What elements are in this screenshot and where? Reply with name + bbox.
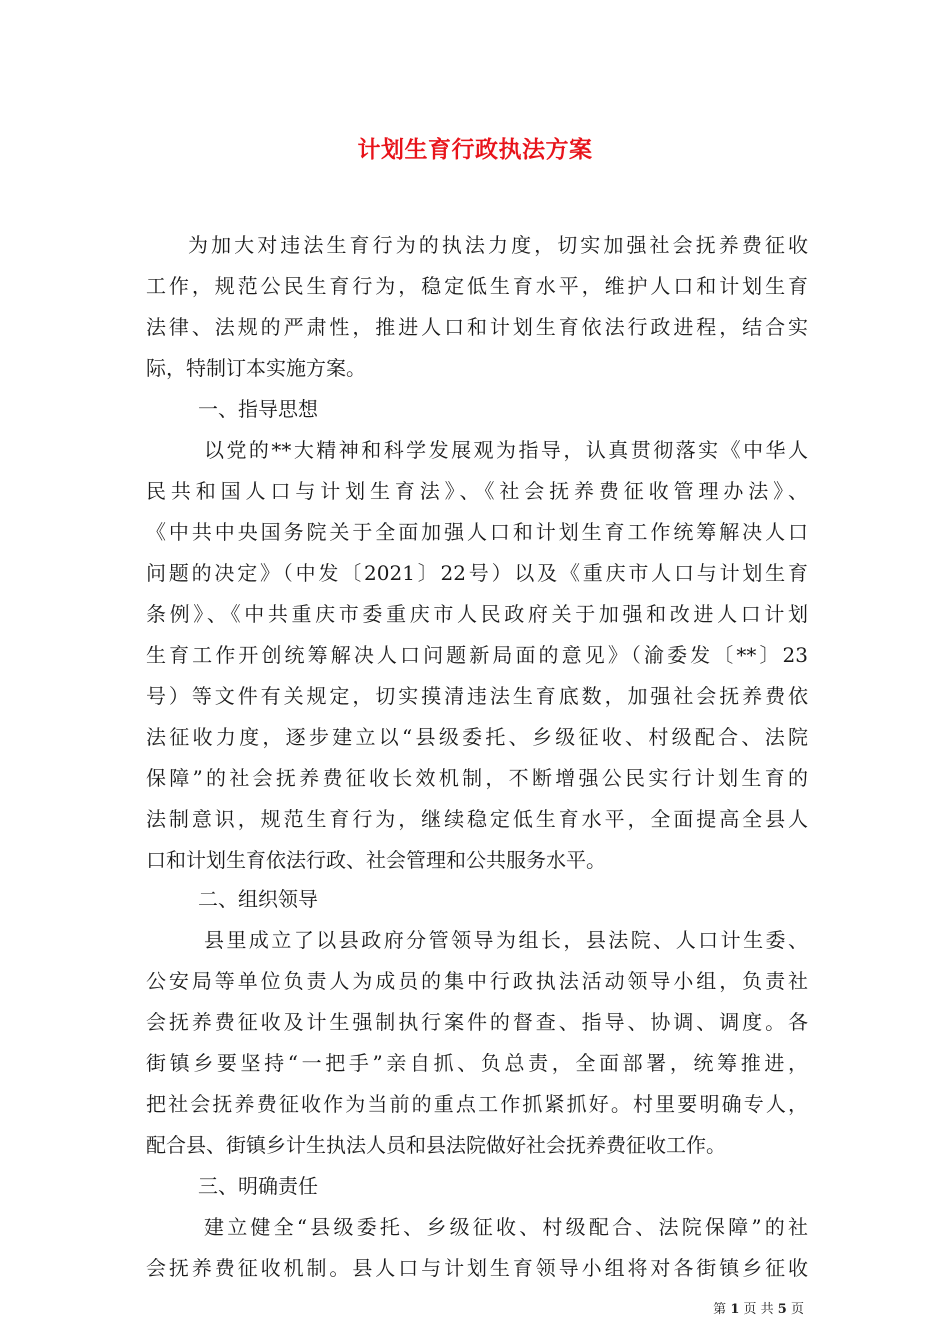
- paragraph-line: 际，特制订本实施方案。: [146, 356, 366, 380]
- paragraph-line: 口和计划生育依法行政、社会管理和公共服务水平。: [146, 848, 606, 872]
- paragraph-line: 公安局等单位负责人为成员的集中行政执法活动领导小组，负责社: [146, 969, 808, 993]
- section-heading: 一、指导思想: [198, 397, 318, 421]
- paragraph-line: 民共和国人口与计划生育法》、《社会抚养费征收管理办法》、: [146, 479, 808, 503]
- paragraph-line: 保障”的社会抚养费征收长效机制，不断增强公民实行计划生育的: [146, 766, 808, 790]
- footer-middle: 页 共: [743, 1302, 774, 1317]
- paragraph-line: 会抚养费征收及计生强制执行案件的督查、指导、协调、调度。各: [146, 1010, 808, 1034]
- paragraph-line: 法征收力度，逐步建立以“县级委托、乡级征收、村级配合、法院: [146, 725, 808, 749]
- paragraph-line: 街镇乡要坚持“一把手”亲自抓、负总责，全面部署，统筹推进，: [146, 1051, 808, 1075]
- current-page-number: 1: [730, 1302, 740, 1317]
- paragraph-line: 问题的决定》（中发〔2021〕22号）以及《重庆市人口与计划生育: [146, 561, 808, 585]
- page-footer: [713, 1300, 804, 1320]
- paragraph-line: 以党的**大精神和科学发展观为指导，认真贯彻落实《中华人: [204, 438, 808, 462]
- paragraph-line: 法制意识，规范生育行为，继续稳定低生育水平，全面提高全县人: [146, 807, 808, 831]
- section-heading: 二、组织领导: [198, 887, 318, 911]
- total-pages-number: 5: [777, 1302, 787, 1317]
- section-heading: 三、明确责任: [198, 1174, 318, 1198]
- paragraph-line: 配合县、街镇乡计生执法人员和县法院做好社会抚养费征收工作。: [146, 1133, 726, 1157]
- paragraph-line: 生育工作开创统筹解决人口问题新局面的意见》（渝委发〔**〕23: [146, 643, 808, 667]
- paragraph-line: 工作，规范公民生育行为，稳定低生育水平，维护人口和计划生育: [146, 274, 808, 298]
- paragraph-line: 建立健全“县级委托、乡级征收、村级配合、法院保障”的社: [204, 1215, 808, 1239]
- paragraph-line: 会抚养费征收机制。县人口与计划生育领导小组将对各街镇乡征收: [146, 1256, 808, 1280]
- footer-prefix: 第: [713, 1302, 727, 1317]
- paragraph-line: 县里成立了以县政府分管领导为组长，县法院、人口计生委、: [204, 928, 808, 952]
- paragraph-line: 《中共中央国务院关于全面加强人口和计划生育工作统筹解决人口: [146, 520, 808, 544]
- paragraph-line: 号）等文件有关规定，切实摸清违法生育底数，加强社会抚养费依: [146, 684, 808, 708]
- paragraph-line: 把社会抚养费征收作为当前的重点工作抓紧抓好。村里要明确专人，: [146, 1092, 808, 1116]
- footer-suffix: 页: [790, 1302, 804, 1317]
- page-title: 计划生育行政执法方案: [357, 136, 593, 163]
- paragraph-line: 条例》、《中共重庆市委重庆市人民政府关于加强和改进人口计划: [146, 602, 808, 626]
- paragraph-line: 为加大对违法生育行为的执法力度，切实加强社会抚养费征收: [188, 233, 808, 257]
- paragraph-line: 法律、法规的严肃性，推进人口和计划生育依法行政进程，结合实: [146, 315, 808, 339]
